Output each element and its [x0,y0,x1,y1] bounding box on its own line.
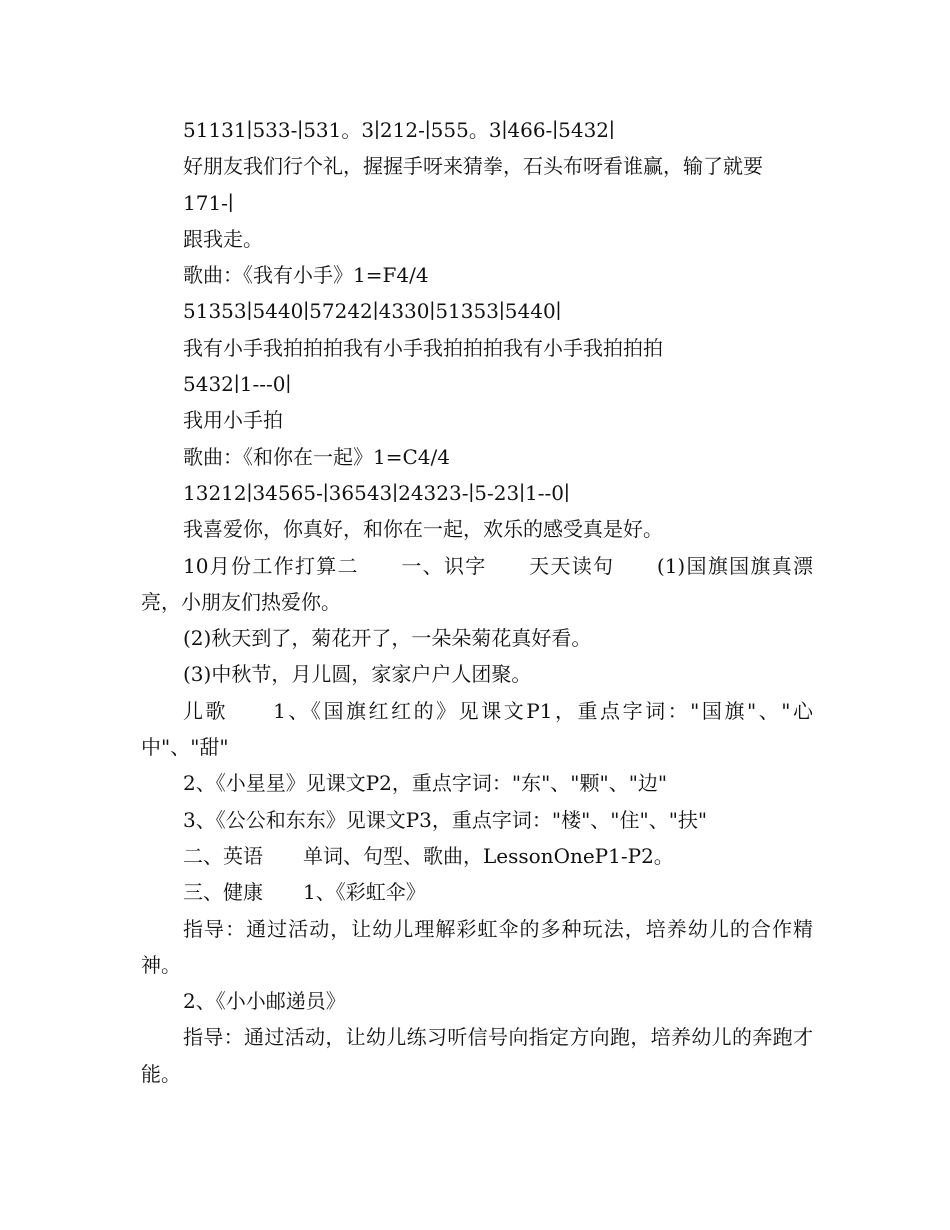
paragraph: 171-∣ [183,190,234,215]
paragraph: 2、《小星星》见课文P2，重点字词："东"、"颗"、"边" [183,771,668,796]
paragraph: 我喜爱你，你真好，和你在一起，欢乐的感受真是好。 [183,517,663,542]
paragraph: 好朋友我们行个礼，握握手呀来猜拳，石头布呀看谁赢，输了就要 [183,154,763,179]
document-body [141,112,813,1092]
paragraph: 3、《公公和东东》见课文P3，重点字词："楼"、"住"、"扶" [183,807,708,832]
paragraph: 歌曲：《和你在一起》1=C4/4 [183,444,450,469]
paragraph: 指导：通过活动，让幼儿练习听信号向指定方向跑，培养幼儿的奔跑才能。 [141,1025,813,1086]
paragraph: 5432∣1---0∣ [183,372,292,397]
paragraph: 我用小手拍 [183,408,283,433]
paragraph: 歌曲：《我有小手》1=F4/4 [183,263,429,288]
paragraph: 51131∣533-∣531。3∣212-∣555。3∣466-∣5432∣ [183,118,615,142]
paragraph: (2)秋天到了，菊花开了，一朵朵菊花真好看。 [183,626,592,651]
paragraph: (3)中秋节，月儿圆，家家户户人团聚。 [183,662,532,687]
paragraph: 10月份工作打算二 一、识字 天天读句 (1)国旗国旗真漂亮，小朋友们热爱你。 [141,553,813,614]
paragraph: 51353∣5440∣57242∣4330∣51353∣5440∣ [183,299,562,324]
paragraph: 我有小手我拍拍拍我有小手我拍拍拍我有小手我拍拍拍 [183,335,663,360]
paragraph: 指导：通过活动，让幼儿理解彩虹伞的多种玩法，培养幼儿的合作精神。 [141,916,813,977]
paragraph: 儿歌 1、《国旗红红的》见课文P1，重点字词："国旗"、"心中"、"甜" [141,698,813,760]
paragraph: 13212∣34565-∣36543∣24323-∣5-23∣1--0∣ [183,480,570,505]
paragraph: 二、英语 单词、句型、歌曲，LessonOneP1-P2。 [183,843,674,868]
paragraph: 三、健康 1、《彩虹伞》 [183,880,426,905]
paragraph: 2、《小小邮递员》 [183,989,346,1014]
paragraph: 跟我走。 [183,226,263,251]
